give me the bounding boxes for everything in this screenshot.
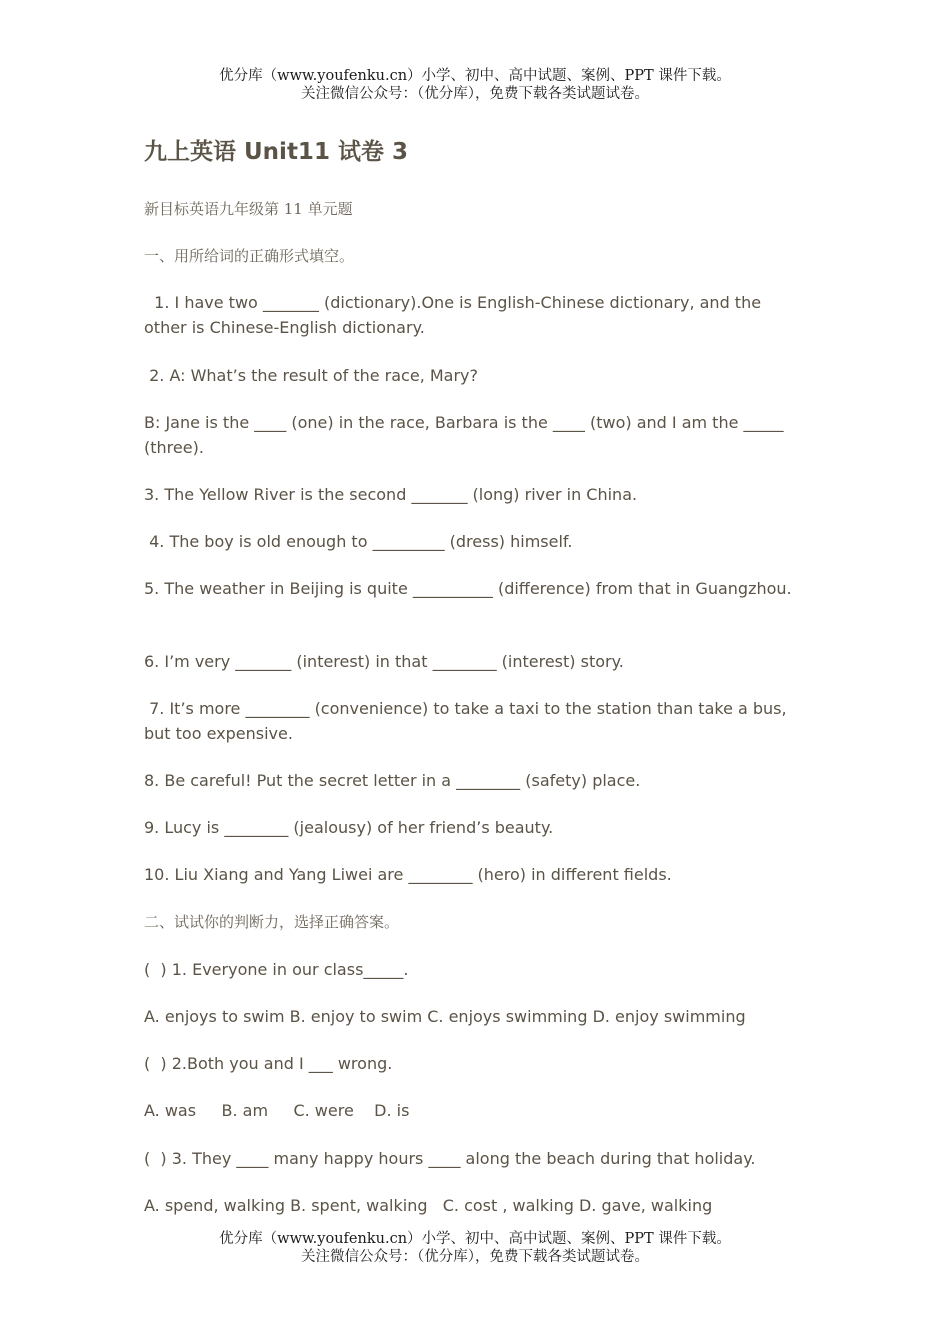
header-line-2: 关注微信公众号：（优分库），免费下载各类试题试卷。 [301,86,649,102]
section-2-heading: 二、试试你的判断力，选择正确答案。 [144,913,400,931]
choice-question: ( ) 3. They ____ many happy hours ____ along the beach during that holiday. [144,1149,756,1168]
section-1-heading: 一、用所给词的正确形式填空。 [144,247,355,265]
header-line-1: 优分库（www.youfenku.cn）小学、初中、高中试题、案例、PPT 课件下载。 [219,68,731,84]
question-item: 5. The weather in Beijing is quite __________ (difference) from that in Guangzhou. [144,579,792,598]
question-item: 2. A: What’s the result of the race, Mary? [144,366,479,385]
document-title: 九上英语 Unit11 试卷 3 [144,139,408,165]
page-footer [0,1230,950,1266]
question-item: 4. The boy is old enough to _________ (dress) himself. [144,532,573,551]
choice-question: ( ) 2.Both you and I ___ wrong. [144,1054,393,1073]
footer-line-1: 优分库（www.youfenku.cn）小学、初中、高中试题、案例、PPT 课件下载。 [219,1231,731,1247]
choice-options: A. enjoys to swim B. enjoy to swim C. enjoys swimming D. enjoy swimming [144,1007,746,1026]
question-item: 6. I’m very _______ (interest) in that ________ (interest) story. [144,652,624,671]
choice-question: ( ) 1. Everyone in our class_____. [144,960,409,979]
choice-options: A. was B. am C. were D. is [144,1101,410,1120]
question-item: 8. Be careful! Put the secret letter in a ________ (safety) place. [144,771,641,790]
question-item: B: Jane is the ____ (one) in the race, Barbara is the ____ (two) and I am the _____ (three). [144,413,784,457]
question-item: 1. I have two _______ (dictionary).One is English-Chinese dictionary, and the other is Chinese-English dictionary. [144,293,767,337]
question-item: 7. It’s more ________ (convenience) to take a taxi to the station than take a bus, but too expensive. [144,699,792,743]
page-header [0,67,950,103]
document-subtitle: 新目标英语九年级第 11 单元题 [144,200,353,218]
choice-options: A. spend, walking B. spent, walking C. cost , walking D. gave, walking [144,1196,713,1215]
question-item: 9. Lucy is ________ (jealousy) of her friend’s beauty. [144,818,554,837]
question-item: 10. Liu Xiang and Yang Liwei are ________ (hero) in different fields. [144,865,672,884]
footer-line-2: 关注微信公众号：（优分库），免费下载各类试题试卷。 [301,1249,649,1265]
question-item: 3. The Yellow River is the second _______ (long) river in China. [144,485,638,504]
